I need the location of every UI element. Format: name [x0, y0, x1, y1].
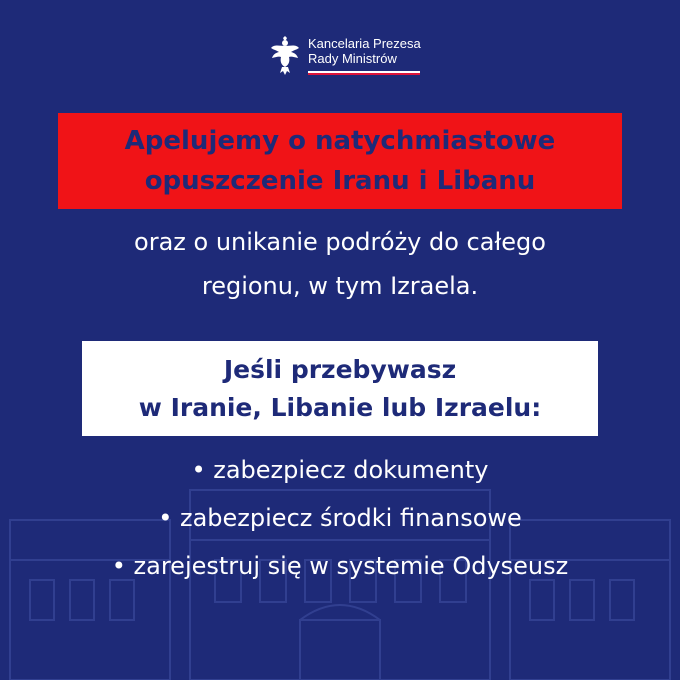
subtext-line-1: oraz o unikanie podróży do całego [134, 228, 546, 256]
bullet-item: • zabezpiecz środki finansowe [158, 504, 522, 532]
box-line-1: Jeśli przebywasz [223, 354, 457, 384]
headline-box [58, 113, 622, 209]
box-line-2: w Iranie, Libanie lub Izraelu: [138, 392, 542, 422]
polish-flag-stripe [308, 71, 420, 75]
logo-line-2: Rady Ministrów [308, 51, 397, 66]
bullet-item: • zabezpiecz dokumenty [191, 456, 489, 484]
kprm-logo [270, 36, 430, 86]
bullet-item: • zarejestruj się w systemie Odyseusz [111, 552, 569, 580]
instruction-box [82, 341, 598, 436]
subtext-line-2: regionu, w tym Izraela. [201, 272, 479, 300]
white-eagle-emblem-icon [270, 36, 300, 76]
headline-line-1: Apelujemy o natychmiastowe [124, 126, 556, 156]
headline-line-2: opuszczenie Iranu i Libanu [144, 166, 536, 196]
subtext [0, 220, 680, 308]
logo-line-1: Kancelaria Prezesa [308, 36, 421, 51]
bullet-list [0, 446, 680, 590]
